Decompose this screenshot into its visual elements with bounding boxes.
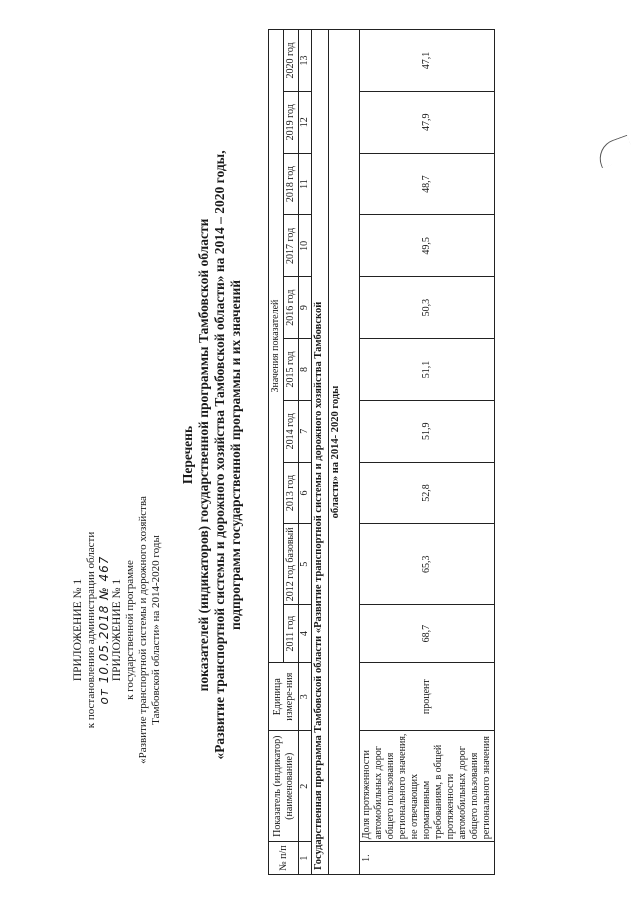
title-line-4: подпрограмм государственной программы и их значений (228, 280, 243, 631)
title-line-1: Перечень (180, 425, 195, 485)
header-year: 2013 год (284, 462, 299, 524)
row-value: 68,7 (360, 605, 495, 663)
column-number: 2 (299, 731, 312, 842)
column-number: 9 (299, 277, 312, 339)
appendix-line-7: Тамбовской области» на 2014-2020 годы (150, 535, 162, 725)
title-line-2: показателей (индикаторов) государственной программы Тамбовской области (196, 218, 211, 692)
row-value: 47,9 (360, 91, 495, 153)
column-number: 11 (299, 153, 312, 215)
column-number: 12 (299, 91, 312, 153)
header-year: 2015 год (284, 339, 299, 401)
appendix-line-2: к постановлению администрации области (85, 531, 97, 729)
header-year: 2019 год (284, 91, 299, 153)
row-value: 47,1 (360, 30, 495, 92)
column-number: 5 (299, 524, 312, 605)
row-indicator: Доля протяженности автомобильных дорог общего пользования регионального значения, не отвечающих нормативным требованиям, в общей протяженности автомобильных дорог общего пользования регионального значения (360, 731, 495, 842)
header-values-group: Значения показателей (269, 30, 284, 663)
appendix-date-handwritten: от 10.05.2018 № 467 (97, 555, 111, 705)
header-year: 2020 год (284, 30, 299, 92)
title-line-3: «Развитие транспортной системы и дорожного хозяйства Тамбовской области» на 2014 – 2020 годы, (212, 150, 227, 760)
row-num: 1. (360, 842, 495, 875)
column-number: 3 (299, 663, 312, 731)
document-title (180, 95, 244, 815)
header-year: 2018 год (284, 153, 299, 215)
header-num: № п/п (269, 842, 299, 875)
column-number: 6 (299, 462, 312, 524)
header-unit: Единица измере-ния (269, 663, 299, 731)
column-number-row (299, 30, 312, 875)
row-value: 65,3 (360, 524, 495, 605)
column-number: 7 (299, 400, 312, 462)
appendix-line-5: к государственной программе (124, 560, 136, 700)
section-row (312, 30, 329, 875)
appendix-line-1: ПРИЛОЖЕНИЕ № 1 (72, 578, 84, 682)
column-number: 10 (299, 215, 312, 277)
header-indicator: Показатель (индикатор) (наименование) (269, 731, 299, 842)
row-unit: процент (360, 663, 495, 731)
row-value: 51,9 (360, 400, 495, 462)
header-year: 2011 год (284, 605, 299, 663)
appendix-block (72, 480, 163, 780)
table-row (360, 30, 495, 875)
header-year: 2017 год (284, 215, 299, 277)
row-value: 51,1 (360, 339, 495, 401)
row-value: 50,3 (360, 277, 495, 339)
row-value: 52,8 (360, 462, 495, 524)
section-row-continued (329, 30, 360, 875)
column-number: 4 (299, 605, 312, 663)
header-year: 2016 год (284, 277, 299, 339)
column-number: 1 (299, 842, 312, 875)
row-value: 49,5 (360, 215, 495, 277)
appendix-line-4: ПРИЛОЖЕНИЕ № 1 (111, 578, 123, 682)
section-title: Государственная программа Тамбовской области «Развитие транспортной системы и дорожного хозяйства Тамбовской (312, 30, 329, 875)
indicators-table (268, 29, 495, 875)
row-value: 48,7 (360, 153, 495, 215)
column-number: 13 (299, 30, 312, 92)
header-year: 2014 год (284, 400, 299, 462)
column-number: 8 (299, 339, 312, 401)
appendix-line-6: «Развитие транспортной системы и дорожного хозяйства (137, 496, 149, 764)
section-title-continued: области» на 2014- 2020 годы (329, 30, 360, 875)
header-year: 2012 год базовый (284, 524, 299, 605)
